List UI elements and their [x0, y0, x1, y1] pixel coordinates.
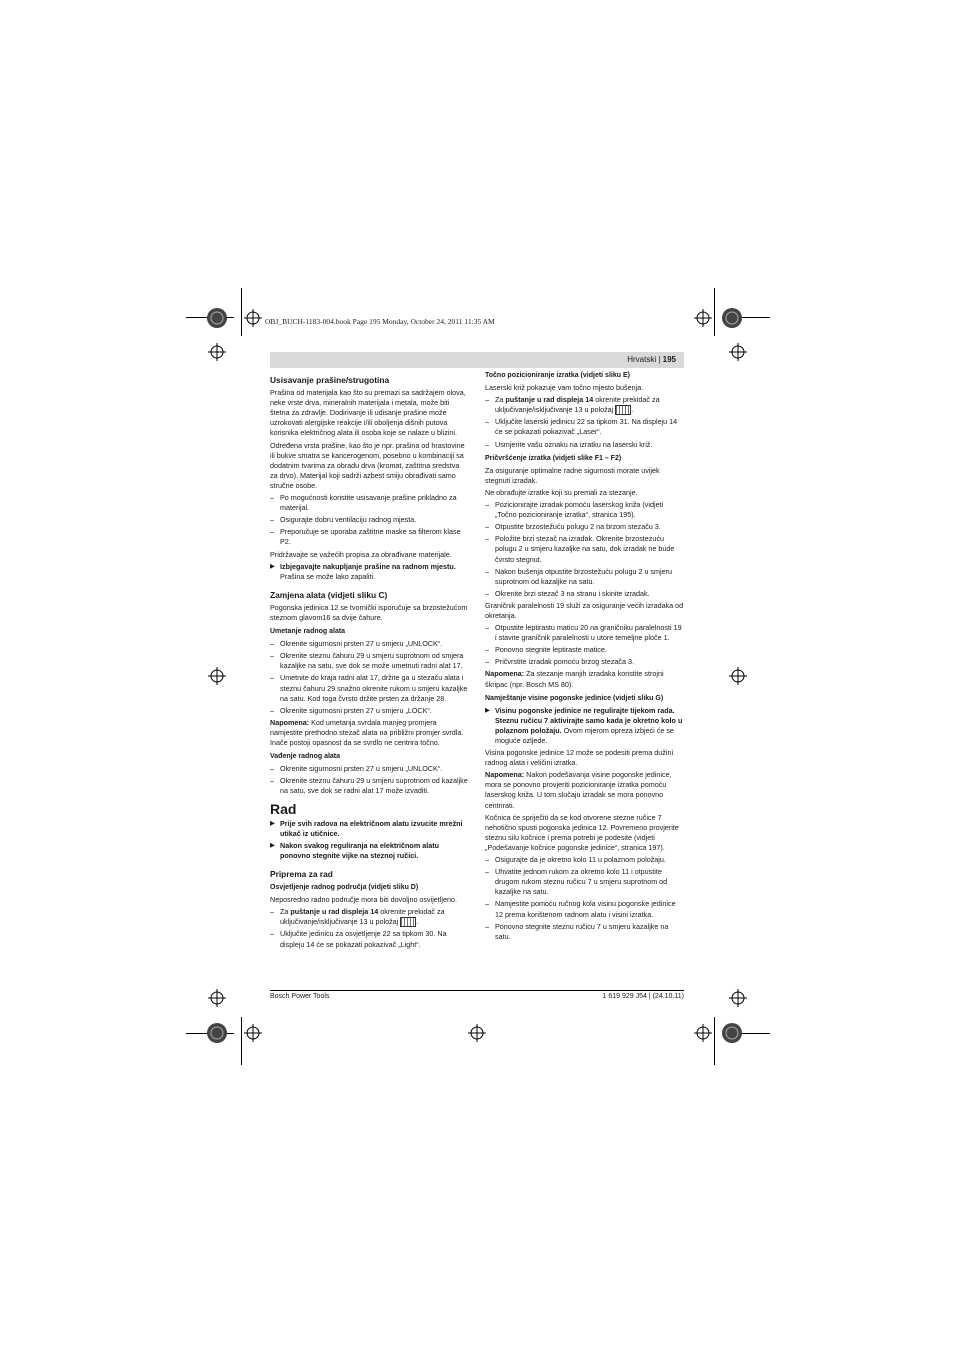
switch-position-icon: [615, 405, 631, 415]
warning-bold-text: Izbjegavajte nakupljanje prašine na radnom mjestu.: [280, 561, 456, 571]
text: Za: [280, 907, 291, 917]
warning-arrow-icon: ▶: [270, 841, 275, 849]
list-item: – Ponovno stegnite leptiraste matice.: [485, 645, 685, 655]
warning-text: Prašina se može lako zapaliti.: [280, 571, 376, 581]
list-item: – Pričvrstite izradak pomoću brzog stezača 3.: [485, 657, 685, 667]
list-item: – Okrenite sigurnosni prsten 27 u smjeru „UNLOCK“.: [270, 764, 468, 774]
list-item: – Umetnite do kraja radni alat 17, držite ga u stezaču alata i steznu čahuru 29 snažno okrenite rukom u smjeru kazaljke na satu. Kod toga čvrsto držite prsten za držanje 28.: [270, 673, 468, 703]
text: Za: [495, 395, 506, 405]
warning-bold-text: Prije svih radova na električnom alatu izvucite mrežni utikač iz utičnice.: [280, 818, 463, 838]
registration-dial-icon: [720, 306, 744, 330]
list-item: – Okrenite sigurnosni prsten 27 u smjeru „UNLOCK“.: [270, 639, 468, 649]
subsection-heading: Umetanje radnog alata: [270, 628, 346, 636]
list-item: – Uključite laserski jedinicu 22 sa tipkom 31. Na displeju 14 će se pokazati pokazivač „Laser“.: [485, 417, 685, 437]
crop-mark: [241, 288, 242, 336]
registration-mark-icon: [244, 309, 262, 327]
page-number: 195: [662, 355, 676, 364]
paragraph: Graničnik paralelnosti 19 služi za osiguranje većih izradaka od okretanja.: [485, 600, 684, 620]
warning-item: [270, 562, 468, 582]
list-item: – Usmjerite vašu oznaku na izratku na laserski križ.: [485, 440, 685, 450]
note-paragraph: [485, 770, 685, 810]
bold-text: puštanje u rad displeja 14: [290, 907, 379, 917]
section-heading: Priprema za rad: [270, 868, 333, 879]
paragraph: Kočnica će spriječiti da se kod otvorene stezne ručice 7 nehotično spusti pogonska jedinica 12. Povremeno provjerite steznu silu kočnice i prema potrebi je podesite (vidjeti „Podešavanje kočnice pogonske jedinice“, stranica 197).: [485, 812, 679, 852]
footer-publisher: Bosch Power Tools: [270, 993, 330, 1000]
list-item: – Za puštanje u rad displeja 14 okrenite prekidač za uključivanje/isključivanje 13 u položaj .: [270, 907, 468, 927]
list-item: – Osigurajte da je okretno kolo 11 u polaznom položaju.: [485, 855, 685, 865]
list-item: – Nakon bušenja otpustite brzostežuću polugu 2 u smjeru suprotnom od kazaljke na satu.: [485, 567, 685, 587]
text: okrenite prekidač za uključivanje/isključivanje 13 u položaj: [495, 395, 660, 415]
list-item: – Pozicionirajte izradak pomoću laserskog križa (vidjeti „Točno pozicioniranje izratka“, stranica 195).: [485, 500, 685, 520]
registration-mark-icon: [468, 1024, 486, 1042]
right-column: [485, 371, 685, 944]
note-label: Napomena:: [485, 669, 525, 679]
list-item: – Okrenite steznu čahuru 29 u smjeru suprotnom od smjera kazaljke na satu, sve dok se može umetnuti radni alat 17.: [270, 651, 468, 671]
note-label: Napomena:: [270, 717, 310, 727]
language-header-bar: [270, 352, 684, 368]
crop-mark: [714, 288, 715, 336]
list-item: – Uključite jedinicu za osvjetljenje 22 sa tipkom 30. Na displeju 14 će se pokazati pokazivač „Light“.: [270, 929, 468, 949]
note-text: Kod umetanja svrdala manjeg promjera namjestite prethodno stezač alata na približni promjer svrdla. Inače postoji opasnost da se svrdlo ne centrira točno.: [270, 717, 464, 747]
registration-mark-icon: [729, 667, 747, 685]
list-item: – Okrenite sigurnosni prsten 27 u smjeru „LOCK“.: [270, 706, 468, 716]
registration-mark-icon: [208, 667, 226, 685]
list-item: – Preporučuje se uporaba zaštitne maske sa filterom klase P2.: [270, 527, 468, 547]
subsection-heading: Namještanje visine pogonske jedinice (vidjeti sliku G): [485, 694, 664, 702]
registration-mark-icon: [208, 343, 226, 361]
registration-mark-icon: [244, 1024, 262, 1042]
warning-arrow-icon: ▶: [485, 706, 490, 714]
list-item: – Uhvatite jednom rukom za okretno kolo 11 i otpustite drugom rukom steznu ručicu 7 u smjeru suprotnom od kazaljke na satu.: [485, 867, 685, 897]
list-item: – Za puštanje u rad displeja 14 okrenite prekidač za uključivanje/isključivanje 13 u položaj .: [485, 395, 685, 415]
subsection-heading: Točno pozicioniranje izratka (vidjeti sliku E): [485, 372, 630, 379]
page-header-label: Hrvatski | 195: [627, 355, 676, 364]
list-item: – Otpustite brzostežuću polugu 2 na brzom stezaču 3.: [485, 522, 685, 532]
warning-item: [270, 819, 468, 839]
paragraph: Prašina od materijala kao što su premazi sa sadržajem olova, neke vrste drva, mineralnih materijala i metala, može biti štetna za zdravlje. Dodirivanje ili udisanje prašine može uzrokovati alergijske reakcije i/ili oboljenja dišnih putova korisnika električnog alata ili osoba koje se nalaze u blizini.: [270, 388, 466, 438]
section-heading: Usisavanje prašine/strugotina: [270, 375, 390, 385]
crop-mark: [241, 1017, 242, 1065]
language-label: Hrvatski: [627, 355, 657, 364]
footer-doc-number: 1 619 929 J54 | (24.10.11): [602, 993, 684, 1000]
note-paragraph: [270, 718, 468, 748]
registration-mark-icon: [729, 343, 747, 361]
note-text: Za stezanje manjih izradaka koristite strojni škripac (npr. Bosch MS 80).: [485, 669, 664, 689]
warning-item: [485, 706, 685, 746]
registration-mark-icon: [694, 1024, 712, 1042]
list-item: – Položite brzi stezač na izradak. Okrenite brzostezuću polugu 2 u smjeru kazaljke na satu, dok izradak ne bude čvrsto stegnut.: [485, 534, 685, 564]
paragraph: Laserski križ pokazuje vam točno mjesto bušenja.: [485, 383, 644, 393]
warning-arrow-icon: ▶: [270, 819, 275, 827]
warning-item: [270, 841, 468, 861]
registration-dial-icon: [205, 306, 229, 330]
subsection-heading: Pričvršćenje izratka (vidjeti slike F1 – F2): [485, 454, 622, 462]
subsection-heading: Osvjetljenje radnog područja (vidjeti sliku D): [270, 884, 419, 892]
switch-position-icon: [400, 917, 416, 927]
footer-rule: [270, 990, 684, 991]
registration-mark-icon: [694, 309, 712, 327]
list-item: – Namjestite pomoću ručnog kola visinu pogonske jedinice 12 prema korištenom radnom alatu i visini izratka.: [485, 899, 685, 919]
registration-dial-icon: [720, 1021, 744, 1045]
note-paragraph: [485, 669, 685, 689]
paragraph: Određena vrsta prašine, kao što je npr. prašina od hrastovine ili bukve smatra se kancerogenom, posebno u kombinaciji sa dodatnim tvarima za obradu drva (kromat, zaštitna sredstva za drvo). Materijal koji sadrži azbest smiju obrađivati samo stručne osobe.: [270, 440, 465, 490]
list-item: – Ponovno stegnite steznu ručicu 7 u smjeru kazaljke na satu.: [485, 922, 685, 942]
subsection-heading: Vađenje radnog alata: [270, 753, 341, 761]
book-info-line: OBJ_BUCH-1183-004.book Page 195 Monday, October 24, 2011 11:35 AM: [265, 317, 495, 326]
warning-bold-text: Nakon svakog reguliranja na električnom alatu ponovno stegnite vijke na steznoj ručici.: [280, 840, 439, 860]
list-item: – Osigurajte dobru ventilaciju radnog mjesta.: [270, 515, 468, 525]
paragraph: Pridržavajte se važećih propisa za obrađivane materijale.: [270, 549, 452, 559]
left-column: [270, 371, 468, 952]
list-item: – Okrenite brzi stezač 3 na stranu i skinite izradak.: [485, 589, 685, 599]
note-text: Nakon podešavanja visine pogonske jedinice, mora se ponovno provjeriti pozicioniranje izratka pomoću laserskog križa. U tom slučaju izradak se mora ponovno centrirati.: [485, 770, 672, 810]
list-item: – Otpustite leptirastu maticu 20 na graničniku paralelnosti 19 i stavite graničnik paralelnosti u utore temeljne ploče 1.: [485, 623, 685, 643]
paragraph: Za osiguranje optimalne radne sigurnosti morate uvijek stegnuti izradak.: [485, 465, 660, 485]
text: okrenite prekidač za uključivanje/isključivanje 13 u položaj: [280, 907, 445, 927]
warning-arrow-icon: ▶: [270, 562, 275, 570]
paragraph: Neposredno radno područje mora biti dovoljno osvijetljeno.: [270, 895, 457, 905]
warning-bold-text: Visinu pogonske jedinice ne regulirajte tijekom rada. Steznu ručicu 7 aktivirajte samo kada je okretno kolo u polaznom položaju.: [495, 705, 683, 735]
note-label: Napomena:: [485, 770, 525, 780]
registration-mark-icon: [208, 989, 226, 1007]
bold-text: puštanje u rad displeja 14: [505, 395, 594, 405]
warning-text: Ovom mjerom opreza izbjeći će se moguće ozljede.: [495, 725, 674, 745]
registration-mark-icon: [729, 989, 747, 1007]
crop-mark: [714, 1017, 715, 1065]
paragraph: Visina pogonske jedinice 12 može se podesiti prema dužini radnog alata i veličini izratka.: [485, 748, 674, 768]
paragraph: Pogonska jedinica 12 se tvornički isporučuje sa brzostežućom steznom glavom16 sa dvije čahure.: [270, 602, 468, 622]
chapter-heading: Rad: [270, 801, 297, 818]
list-item: – Po mogućnosti koristite usisavanje prašine prikladno za materijal.: [270, 493, 468, 513]
section-heading: Zamjena alata (vidjeti sliku C): [270, 589, 388, 600]
list-item: – Okrenite steznu čahuru 29 u smjeru suprotnom od kazaljke na satu, sve dok se radni alat 17 može izvaditi.: [270, 776, 468, 796]
paragraph: Ne obrađujte izratke koji su premali za stezanje.: [485, 487, 638, 497]
registration-dial-icon: [205, 1021, 229, 1045]
